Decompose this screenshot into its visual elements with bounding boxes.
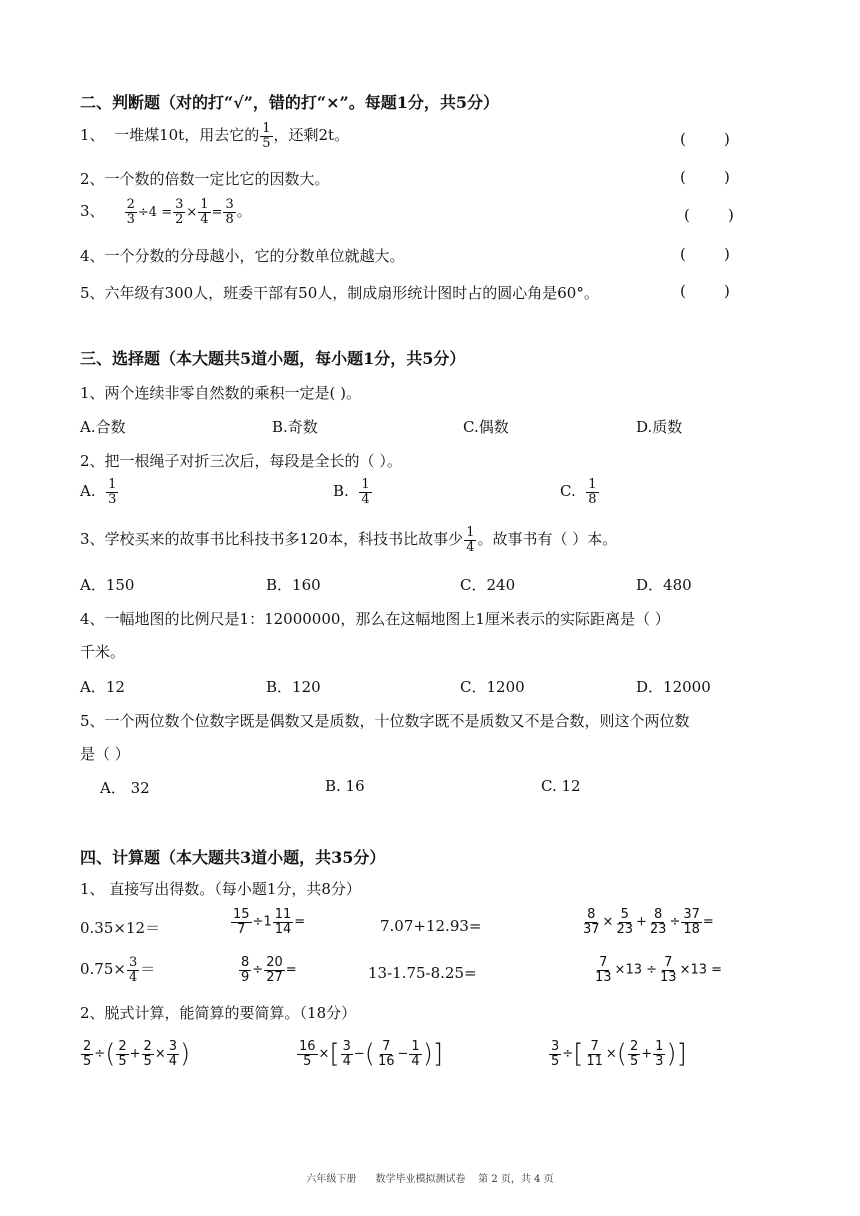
answer-paren[interactable]: ( ) [680, 168, 730, 186]
calc-item: 0.35×12＝ [80, 919, 161, 937]
choice-question-4: 4、一幅地图的比例尺是1：12000000，那么在这幅地图上1厘米表示的实际距离是（ ） [80, 610, 670, 628]
option-a[interactable]: A. $\frac{1}{3}$ [80, 477, 117, 507]
section-title-calc: 四、计算题（本大题共3道小题，共35分） [80, 848, 386, 867]
option-a[interactable]: A．12 [80, 678, 125, 696]
option-d[interactable]: D.质数 [636, 418, 683, 436]
calc-item: $\frac{15}{7}$ ÷1 $\frac{11}{14}$ = [233, 907, 306, 937]
choice-question-4-cont: 千米。 [80, 643, 126, 661]
choice-question-2: 2、把一根绳子对折三次后，每段是全长的（ ）。 [80, 452, 402, 470]
choice-question-5-cont: 是（ ） [80, 745, 130, 763]
option-b[interactable]: B．160 [266, 576, 321, 594]
expression-1: $\frac{2}{5}$ ÷( $\frac{2}{5}$ + $\frac{2}{5}$ × $\frac{3}{4}$ ) [83, 1039, 191, 1070]
judge-question-4: 4、一个分数的分母越小，它的分数单位就越大。 [80, 247, 405, 265]
option-c[interactable]: C. 12 [541, 777, 581, 795]
page-footer: 六年级下册 数学毕业模拟测试卷 第 2 页，共 4 页 [306, 1174, 554, 1185]
calc-item: $\frac{7}{13}$ ×13 ÷ $\frac{7}{13}$ ×13 = [595, 955, 723, 985]
calc-part-1-title: 1、 直接写出得数。（每小题1分，共8分） [80, 880, 361, 898]
judge-question-5: 5、六年级有300人，班委干部有50人，制成扇形统计图时占的圆心角是60°。 [80, 284, 599, 302]
option-b[interactable]: B. 16 [325, 777, 365, 795]
section-title-choice: 三、选择题（本大题共5道小题，每小题1分，共5分） [80, 349, 466, 368]
calc-item: 7.07+12.93= [380, 917, 482, 935]
calc-item: 0.75× $\frac{3}{4}$ ＝ [80, 955, 156, 985]
choice-question-1: 1、两个连续非零自然数的乘积一定是( )。 [80, 384, 362, 402]
calc-item: 13-1.75-8.25= [368, 964, 477, 982]
option-a[interactable]: A．150 [80, 576, 135, 594]
answer-paren[interactable]: ( ) [680, 245, 730, 263]
option-c[interactable]: C.偶数 [463, 418, 509, 436]
answer-paren[interactable]: ( ) [684, 206, 734, 224]
judge-question-2: 2、一个数的倍数一定比它的因数大。 [80, 170, 330, 188]
option-d[interactable]: D．480 [636, 576, 692, 594]
option-c[interactable]: C. $\frac{1}{8}$ [560, 477, 597, 507]
option-a[interactable]: A.合数 [80, 418, 126, 436]
option-b[interactable]: B．120 [266, 678, 321, 696]
judge-question-3: 3、 $\frac{2}{3}$ ÷4 = $\frac{3}{2}$ × $\frac{1}{4}$ = $\frac{3}{8}$ 。 [80, 197, 252, 227]
section-title-judge: 二、判断题（对的打“√”，错的打“×”。每题1分，共5分） [80, 93, 500, 112]
answer-paren[interactable]: ( ) [680, 282, 730, 300]
choice-question-3: 3、学校买来的故事书比科技书多120本，科技书比故事少 $\frac{1}{4}$ 。故事书有（ ）本。 [80, 525, 618, 555]
answer-paren[interactable]: ( ) [680, 130, 730, 148]
option-d[interactable]: D．12000 [636, 678, 711, 696]
expression-2: $\frac{16}{5}$ ×[ $\frac{3}{4}$ −( $\frac{7}{16}$ − $\frac{1}{4}$ )] [299, 1039, 443, 1070]
option-b[interactable]: B.奇数 [272, 418, 318, 436]
expression-3: $\frac{3}{5}$ ÷[ $\frac{7}{11}$ ×( $\frac{2}{5}$ + $\frac{1}{3}$ )] [551, 1039, 687, 1070]
fraction: $\frac{1}{5}$ [262, 121, 271, 151]
calc-item: $\frac{8}{37}$ × $\frac{5}{23}$ + $\frac{8}{23}$ ÷ $\frac{37}{18}$ = [583, 907, 714, 937]
option-c[interactable]: C．1200 [460, 678, 525, 696]
choice-question-5: 5、一个两位数个位数字既是偶数又是质数，十位数字既不是质数又不是合数，则这个两位数 [80, 712, 690, 730]
option-c[interactable]: C．240 [460, 576, 516, 594]
option-b[interactable]: B. $\frac{1}{4}$ [333, 477, 370, 507]
judge-question-1: 1、 一堆煤10t，用去它的 $\frac{1}{5}$ ，还剩2t。 [80, 121, 350, 151]
calc-part-2-title: 2、脱式计算，能简算的要简算。（18分） [80, 1004, 357, 1022]
calc-item: $\frac{8}{9}$ ÷ $\frac{20}{27}$ = [241, 955, 297, 985]
option-a[interactable]: A． 32 [100, 779, 150, 797]
